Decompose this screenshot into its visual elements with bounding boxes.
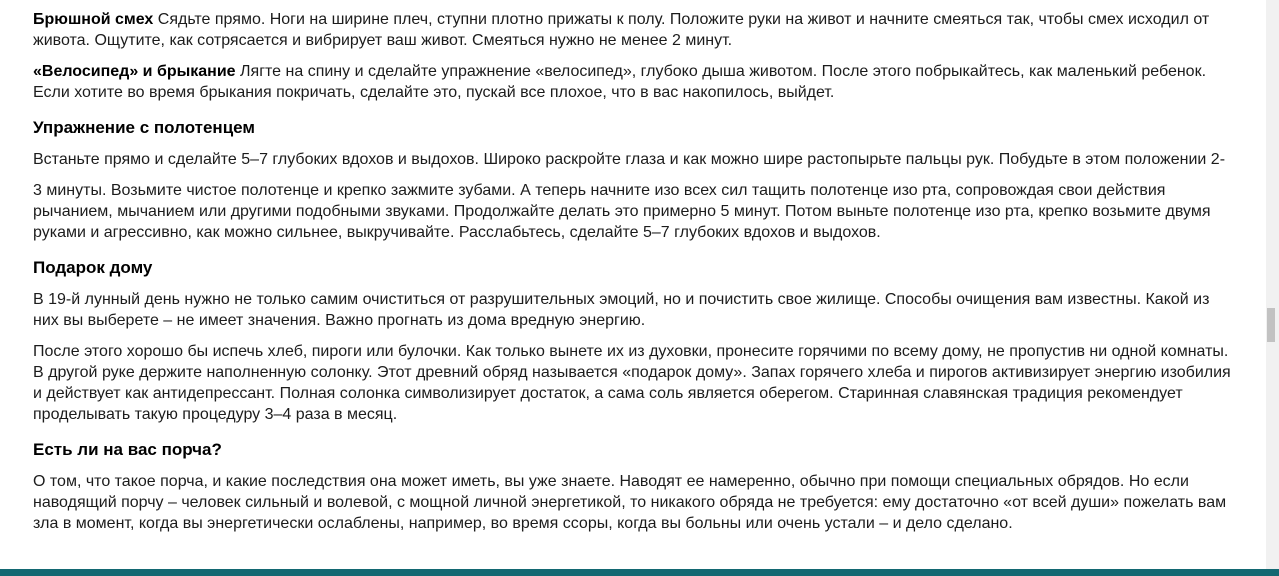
paragraph-towel-2: 3 минуты. Возьмите чистое полотенце и крепко зажмите зубами. А теперь начните изо всех сил тащить полотенце изо рта, сопровождая свои действия рычанием, мычанием или другими подобными звуками. Продолжайте делать это примерно 5 минут. Потом выньте полотенце изо рта, крепко возьмите двумя руками и агрессивно, как можно сильнее, выкручивайте. Расслабьтесь, сделайте 5–7 глубоких вдохов и выдохов.: [33, 182, 1211, 241]
paragraph-towel-1: Встаньте прямо и сделайте 5–7 глубоких вдохов и выдохов. Широко раскройте глаза и как можно шире растопырьте пальцы рук. Побудьте в этом положении 2-: [33, 151, 1226, 168]
paragraph-bicycle-kicking: [33, 61, 1236, 103]
paragraph-text: Сядьте прямо. Ноги на ширине плеч, ступни плотно прижаты к полу. Положите руки на живот и начните смеяться так, чтобы смех исходил от живота. Ощутите, как сотрясается и вибрирует ваш живот. Смеяться нужно не менее 2 минут.: [33, 11, 1210, 49]
vertical-scrollbar-thumb[interactable]: [1267, 308, 1275, 342]
heading-gift-to-home: Подарок дому: [33, 258, 153, 277]
paragraph-belly-laugh: [33, 9, 1236, 51]
paragraph-lunar-day: В 19-й лунный день нужно не только самим очиститься от разрушительных эмоций, но и почистить свое жилище. Способы очищения вам известны. Какой из них вы выберете – не имеет значения. Важно прогнать из дома вредную энергию.: [33, 291, 1210, 329]
paragraph-curse: О том, что такое порча, и какие последствия она может иметь, вы уже знаете. Наводят ее намеренно, обычно при помощи специальных обрядов. Но если наводящий порчу – человек сильный и волевой, с мощной личной энергетикой, то никакого обряда не требуется: ему достаточно «от всей души» пожелать вам зла в момент, когда вы энергетически ослаблены, например, во время ссоры, когда вы больны или очень устали – и дело сделано.: [33, 473, 1227, 532]
bottom-accent-bar: [0, 569, 1279, 576]
paragraph-bread-ritual: После этого хорошо бы испечь хлеб, пироги или булочки. Как только вынете их из духовки, пронесите горячими по всему дому, не пропустив ни одной комнаты. В другой руке держите наполненную солонку. Этот древний обряд называется «подарок дому». Запах горячего хлеба и пирогов активизирует энергию изобилия и действует как антидепрессант. Полная солонка символизирует достаток, а сама соль является оберегом. Старинная славянская традиция рекомендует проделывать такую процедуру 3–4 раза в месяц.: [33, 343, 1231, 423]
paragraph-lead: «Велосипед» и брыкание: [33, 63, 236, 80]
paragraph-lead: Брюшной смех: [33, 11, 154, 28]
heading-curse-question: Есть ли на вас порча?: [33, 440, 222, 459]
heading-towel-exercise: Упражнение с полотенцем: [33, 118, 255, 137]
paragraph-text: Лягте на спину и сделайте упражнение «велосипед», глубоко дыша животом. После этого побрыкайтесь, как маленький ребенок. Если хотите во время брыкания покричать, сделайте это, пускай все плохое, что в вас накопилось, выйдет.: [33, 63, 1207, 101]
vertical-scrollbar-track[interactable]: [1266, 0, 1279, 569]
